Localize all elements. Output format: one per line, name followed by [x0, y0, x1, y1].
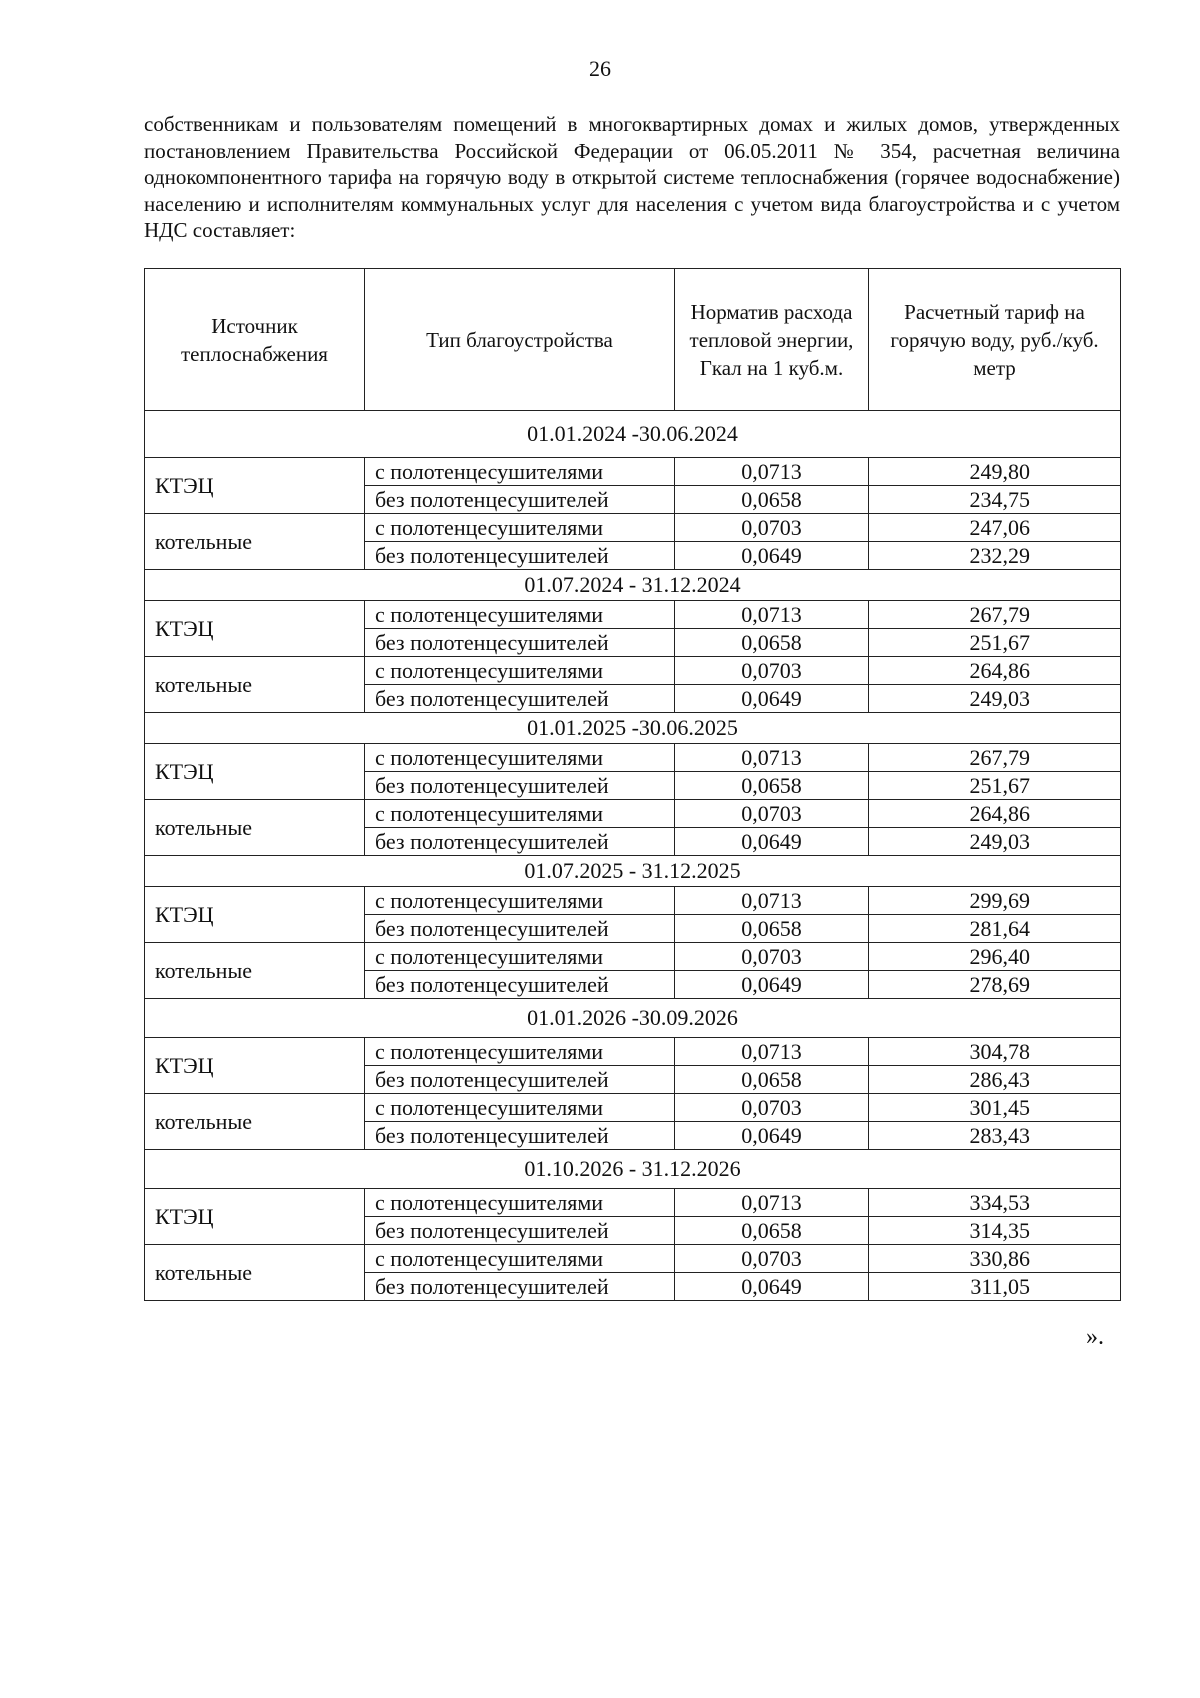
source-cell: КТЭЦ: [145, 887, 365, 943]
norm-cell: 0,0649: [675, 1273, 869, 1301]
source-cell: КТЭЦ: [145, 1189, 365, 1245]
table-row: [145, 887, 1121, 915]
tariff-cell: 264,86: [869, 800, 1121, 828]
table-row: [145, 657, 1121, 685]
period-row: [145, 411, 1121, 458]
tariff-cell: 251,67: [869, 629, 1121, 657]
norm-cell: 0,0703: [675, 943, 869, 971]
table-row: [145, 1189, 1121, 1217]
table-row: [145, 800, 1121, 828]
period-label: 01.01.2026 -30.09.2026: [145, 999, 1121, 1038]
type-cell: без полотенцесушителей: [365, 828, 675, 856]
tariff-cell: 251,67: [869, 772, 1121, 800]
type-cell: без полотенцесушителей: [365, 629, 675, 657]
type-cell: без полотенцесушителей: [365, 1217, 675, 1245]
period-label: 01.07.2025 - 31.12.2025: [145, 856, 1121, 887]
norm-cell: 0,0649: [675, 828, 869, 856]
source-cell: котельные: [145, 1094, 365, 1150]
tariff-cell: 249,03: [869, 685, 1121, 713]
norm-cell: 0,0713: [675, 458, 869, 486]
tariff-cell: 278,69: [869, 971, 1121, 999]
type-cell: без полотенцесушителей: [365, 1273, 675, 1301]
source-cell: котельные: [145, 657, 365, 713]
type-cell: без полотенцесушителей: [365, 971, 675, 999]
period-row: [145, 713, 1121, 744]
page-number: 26: [589, 56, 611, 81]
table-row: [145, 1245, 1121, 1273]
tariff-cell: 249,80: [869, 458, 1121, 486]
norm-cell: 0,0703: [675, 1245, 869, 1273]
type-cell: с полотенцесушителями: [365, 1094, 675, 1122]
header-tariff: Расчетный тариф на горячую воду, руб./куб. метр: [869, 269, 1121, 411]
period-label: 01.07.2024 - 31.12.2024: [145, 570, 1121, 601]
tariff-cell: 304,78: [869, 1038, 1121, 1066]
period-row: [145, 570, 1121, 601]
type-cell: без полотенцесушителей: [365, 915, 675, 943]
tariff-cell: 249,03: [869, 828, 1121, 856]
tariff-cell: 311,05: [869, 1273, 1121, 1301]
type-cell: с полотенцесушителями: [365, 458, 675, 486]
type-cell: с полотенцесушителями: [365, 1245, 675, 1273]
norm-cell: 0,0649: [675, 685, 869, 713]
tariff-cell: 314,35: [869, 1217, 1121, 1245]
table-row: [145, 458, 1121, 486]
norm-cell: 0,0649: [675, 542, 869, 570]
norm-cell: 0,0713: [675, 1189, 869, 1217]
source-cell: котельные: [145, 800, 365, 856]
period-row: [145, 856, 1121, 887]
period-row: [145, 999, 1121, 1038]
source-cell: КТЭЦ: [145, 458, 365, 514]
norm-cell: 0,0713: [675, 1038, 869, 1066]
source-cell: КТЭЦ: [145, 1038, 365, 1094]
type-cell: без полотенцесушителей: [365, 1122, 675, 1150]
type-cell: с полотенцесушителями: [365, 514, 675, 542]
norm-cell: 0,0703: [675, 800, 869, 828]
source-cell: котельные: [145, 1245, 365, 1301]
table-row: [145, 514, 1121, 542]
type-cell: с полотенцесушителями: [365, 943, 675, 971]
tariff-cell: 296,40: [869, 943, 1121, 971]
norm-cell: 0,0703: [675, 657, 869, 685]
table-row: [145, 1038, 1121, 1066]
source-cell: КТЭЦ: [145, 601, 365, 657]
table-row: [145, 744, 1121, 772]
norm-cell: 0,0649: [675, 1122, 869, 1150]
tariff-cell: 247,06: [869, 514, 1121, 542]
table-row: [145, 943, 1121, 971]
norm-cell: 0,0713: [675, 601, 869, 629]
header-norm: Норматив расхода тепловой энергии, Гкал на 1 куб.м.: [675, 269, 869, 411]
type-cell: без полотенцесушителей: [365, 486, 675, 514]
intro-paragraph: собственникам и пользователям помещений в многоквартирных домах и жилых домов, утвержденных постановлением Правительства Российской Федерации от 06.05.2011 № 354, расчетная величина однокомпонентного тарифа на горячую воду в открытой системе теплоснабжения (горячее водоснабжение) населению и исполнителям коммунальных услуг для населения с учетом вида благоустройства и с учетом НДС составляет:: [144, 112, 1120, 242]
norm-cell: 0,0658: [675, 1066, 869, 1094]
type-cell: с полотенцесушителями: [365, 601, 675, 629]
type-cell: без полотенцесушителей: [365, 542, 675, 570]
tariff-table: [144, 268, 1121, 1301]
norm-cell: 0,0703: [675, 1094, 869, 1122]
norm-cell: 0,0658: [675, 486, 869, 514]
tariff-cell: 281,64: [869, 915, 1121, 943]
period-label: 01.01.2024 -30.06.2024: [145, 411, 1121, 458]
tariff-cell: 267,79: [869, 601, 1121, 629]
source-cell: КТЭЦ: [145, 744, 365, 800]
table-header-row: [145, 269, 1121, 411]
tariff-cell: 232,29: [869, 542, 1121, 570]
closing-quote: ».: [1086, 1324, 1104, 1350]
norm-cell: 0,0658: [675, 915, 869, 943]
tariff-cell: 264,86: [869, 657, 1121, 685]
type-cell: без полотенцесушителей: [365, 772, 675, 800]
tariff-cell: 299,69: [869, 887, 1121, 915]
source-cell: котельные: [145, 943, 365, 999]
norm-cell: 0,0713: [675, 744, 869, 772]
tariff-cell: 301,45: [869, 1094, 1121, 1122]
table-row: [145, 601, 1121, 629]
norm-cell: 0,0713: [675, 887, 869, 915]
type-cell: без полотенцесушителей: [365, 685, 675, 713]
type-cell: с полотенцесушителями: [365, 1038, 675, 1066]
norm-cell: 0,0658: [675, 772, 869, 800]
period-label: 01.01.2025 -30.06.2025: [145, 713, 1121, 744]
norm-cell: 0,0703: [675, 514, 869, 542]
norm-cell: 0,0658: [675, 1217, 869, 1245]
tariff-cell: 283,43: [869, 1122, 1121, 1150]
period-label: 01.10.2026 - 31.12.2026: [145, 1150, 1121, 1189]
tariff-cell: 267,79: [869, 744, 1121, 772]
type-cell: без полотенцесушителей: [365, 1066, 675, 1094]
type-cell: с полотенцесушителями: [365, 744, 675, 772]
type-cell: с полотенцесушителями: [365, 887, 675, 915]
type-cell: с полотенцесушителями: [365, 800, 675, 828]
header-type: Тип благоустройства: [365, 269, 675, 411]
tariff-cell: 330,86: [869, 1245, 1121, 1273]
table-row: [145, 1094, 1121, 1122]
tariff-cell: 286,43: [869, 1066, 1121, 1094]
norm-cell: 0,0658: [675, 629, 869, 657]
type-cell: с полотенцесушителями: [365, 657, 675, 685]
tariff-cell: 334,53: [869, 1189, 1121, 1217]
norm-cell: 0,0649: [675, 971, 869, 999]
source-cell: котельные: [145, 514, 365, 570]
header-source: Источник теплоснабжения: [145, 269, 365, 411]
period-row: [145, 1150, 1121, 1189]
type-cell: с полотенцесушителями: [365, 1189, 675, 1217]
tariff-cell: 234,75: [869, 486, 1121, 514]
